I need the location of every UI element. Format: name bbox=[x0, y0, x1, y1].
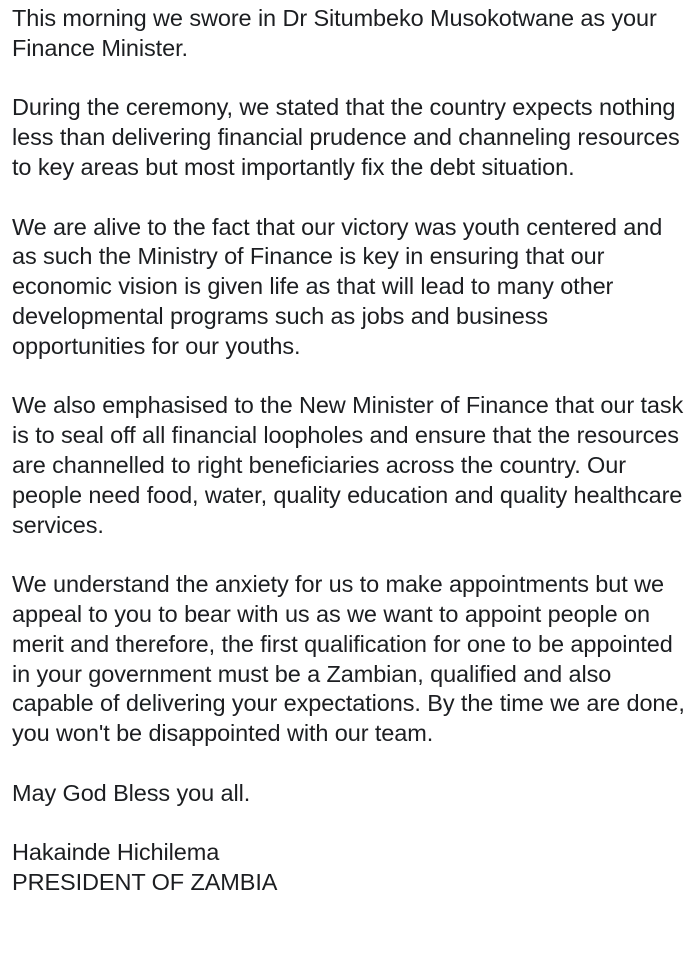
paragraph-youth-victory: We are alive to the fact that our victory was youth centered and as such the Ministry of Finance is key in ensuring that our economic vision is given life as that will lead to many other developmental programs such as jobs and business opportunities for our youths. bbox=[12, 213, 663, 359]
paragraph-swearing-in: This morning we swore in Dr Situmbeko Musokotwane as your Finance Minister. bbox=[12, 5, 657, 61]
paragraph-ceremony: During the ceremony, we stated that the country expects nothing less than delivering financial prudence and channeling resources to key areas but most importantly fix the debt situation. bbox=[12, 94, 680, 180]
signature-title: PRESIDENT OF ZAMBIA bbox=[12, 869, 278, 896]
paragraph-appointments: We understand the anxiety for us to make appointments but we appeal to you to bear with us as we want to appoint people on merit and therefore, the first qualification for one to be appointed in your government must be a Zambian, qualified and also capable of delivering your expectations. By the time we are done, you won't be disappointed with our team. bbox=[12, 571, 685, 747]
paragraph-blessing: May God Bless you all. bbox=[12, 779, 251, 806]
paragraph-financial-loopholes: We also emphasised to the New Minister of Finance that our task is to seal off all financial loopholes and ensure that the resources are channelled to right beneficiaries across the country. Our people need food, water, quality education and quality healthcare services. bbox=[12, 392, 684, 538]
signature-block bbox=[12, 838, 687, 898]
signature-name: Hakainde Hichilema bbox=[12, 839, 220, 866]
